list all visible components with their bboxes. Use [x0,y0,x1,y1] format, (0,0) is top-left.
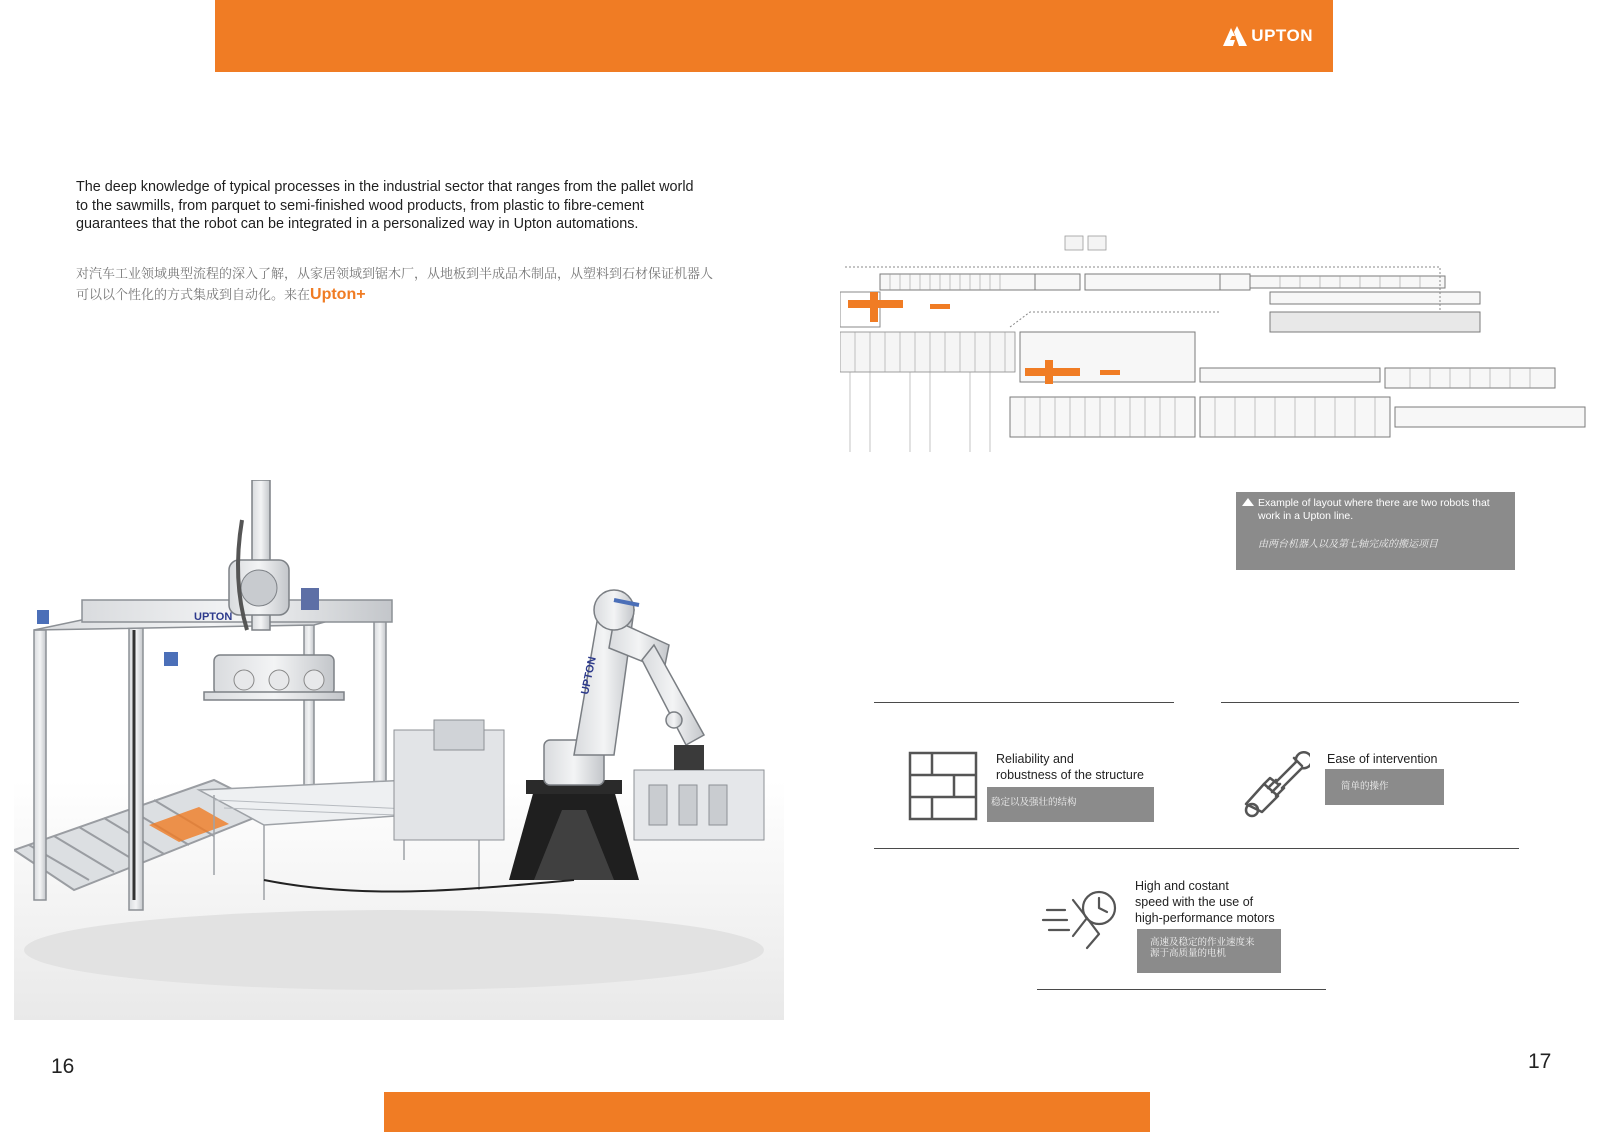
logo-text: UPTON [1251,26,1313,45]
intro-chinese-text: 对汽车工业领域典型流程的深入了解，从家居领域到锯木厂，从地板到半成品木制品，从塑料到石材保证机器人可以以个性化的方式集成到自动化。来在 [76,267,714,303]
feature-title [996,751,1166,783]
wrench-hand-icon [1238,750,1310,822]
feature-title-line: high-performance motors [1135,911,1275,925]
gantry-logo-text: UPTON [194,611,233,623]
feature-chinese-label [1137,929,1281,973]
divider [874,848,1519,849]
intro-brand: Upton+ [310,286,366,303]
feature-chinese-line: 源于高质量的电机 [1150,948,1227,959]
feature-chinese-label: 简单的操作 [1325,769,1444,805]
layout-caption-english: Example of layout where there are two robots that work in a Upton line. [1258,497,1490,522]
brick-wall-icon [908,751,978,821]
brand-logo [1223,26,1313,46]
feature-title-line: robustness of the structure [996,768,1144,782]
feature-title-line: High and costant [1135,879,1229,893]
fast-clock-icon [1039,888,1119,950]
page-number-right: 17 [1528,1050,1552,1073]
feature-title-line: Reliability and [996,752,1074,766]
divider [874,702,1174,703]
layout-drawing [840,232,1592,464]
layout-caption-chinese: 由两台机器人以及第七轴完成的搬运项目 [1258,539,1438,550]
feature-title: Ease of intervention [1327,752,1438,766]
intro-chinese [76,265,716,306]
robot-arm-logo-text: UPTON [579,655,599,696]
feature-title [1135,878,1315,926]
footer-bar [384,1092,1150,1132]
feature-chinese-line: 高速及稳定的作业速度来 [1150,937,1255,948]
logo-mark-icon [1223,26,1249,46]
layout-caption [1236,492,1515,570]
divider [1221,702,1519,703]
header-bar [215,0,1333,72]
intro-english: The deep knowledge of typical processes in the industrial sector that ranges from the pallet world to the sawmills, from parquet to semi-finished wood products, from plastic to fibre-cement guarantees that the robot can be integrated in a personalized way in Upton automations. [76,179,694,232]
divider [1037,989,1326,990]
feature-title-line: speed with the use of [1135,895,1254,909]
gantry-robot-photo [14,480,784,1020]
feature-chinese-label: 稳定以及强壮的结构 [987,787,1154,822]
triangle-up-icon [1241,497,1255,507]
page-number-left: 16 [51,1055,75,1078]
